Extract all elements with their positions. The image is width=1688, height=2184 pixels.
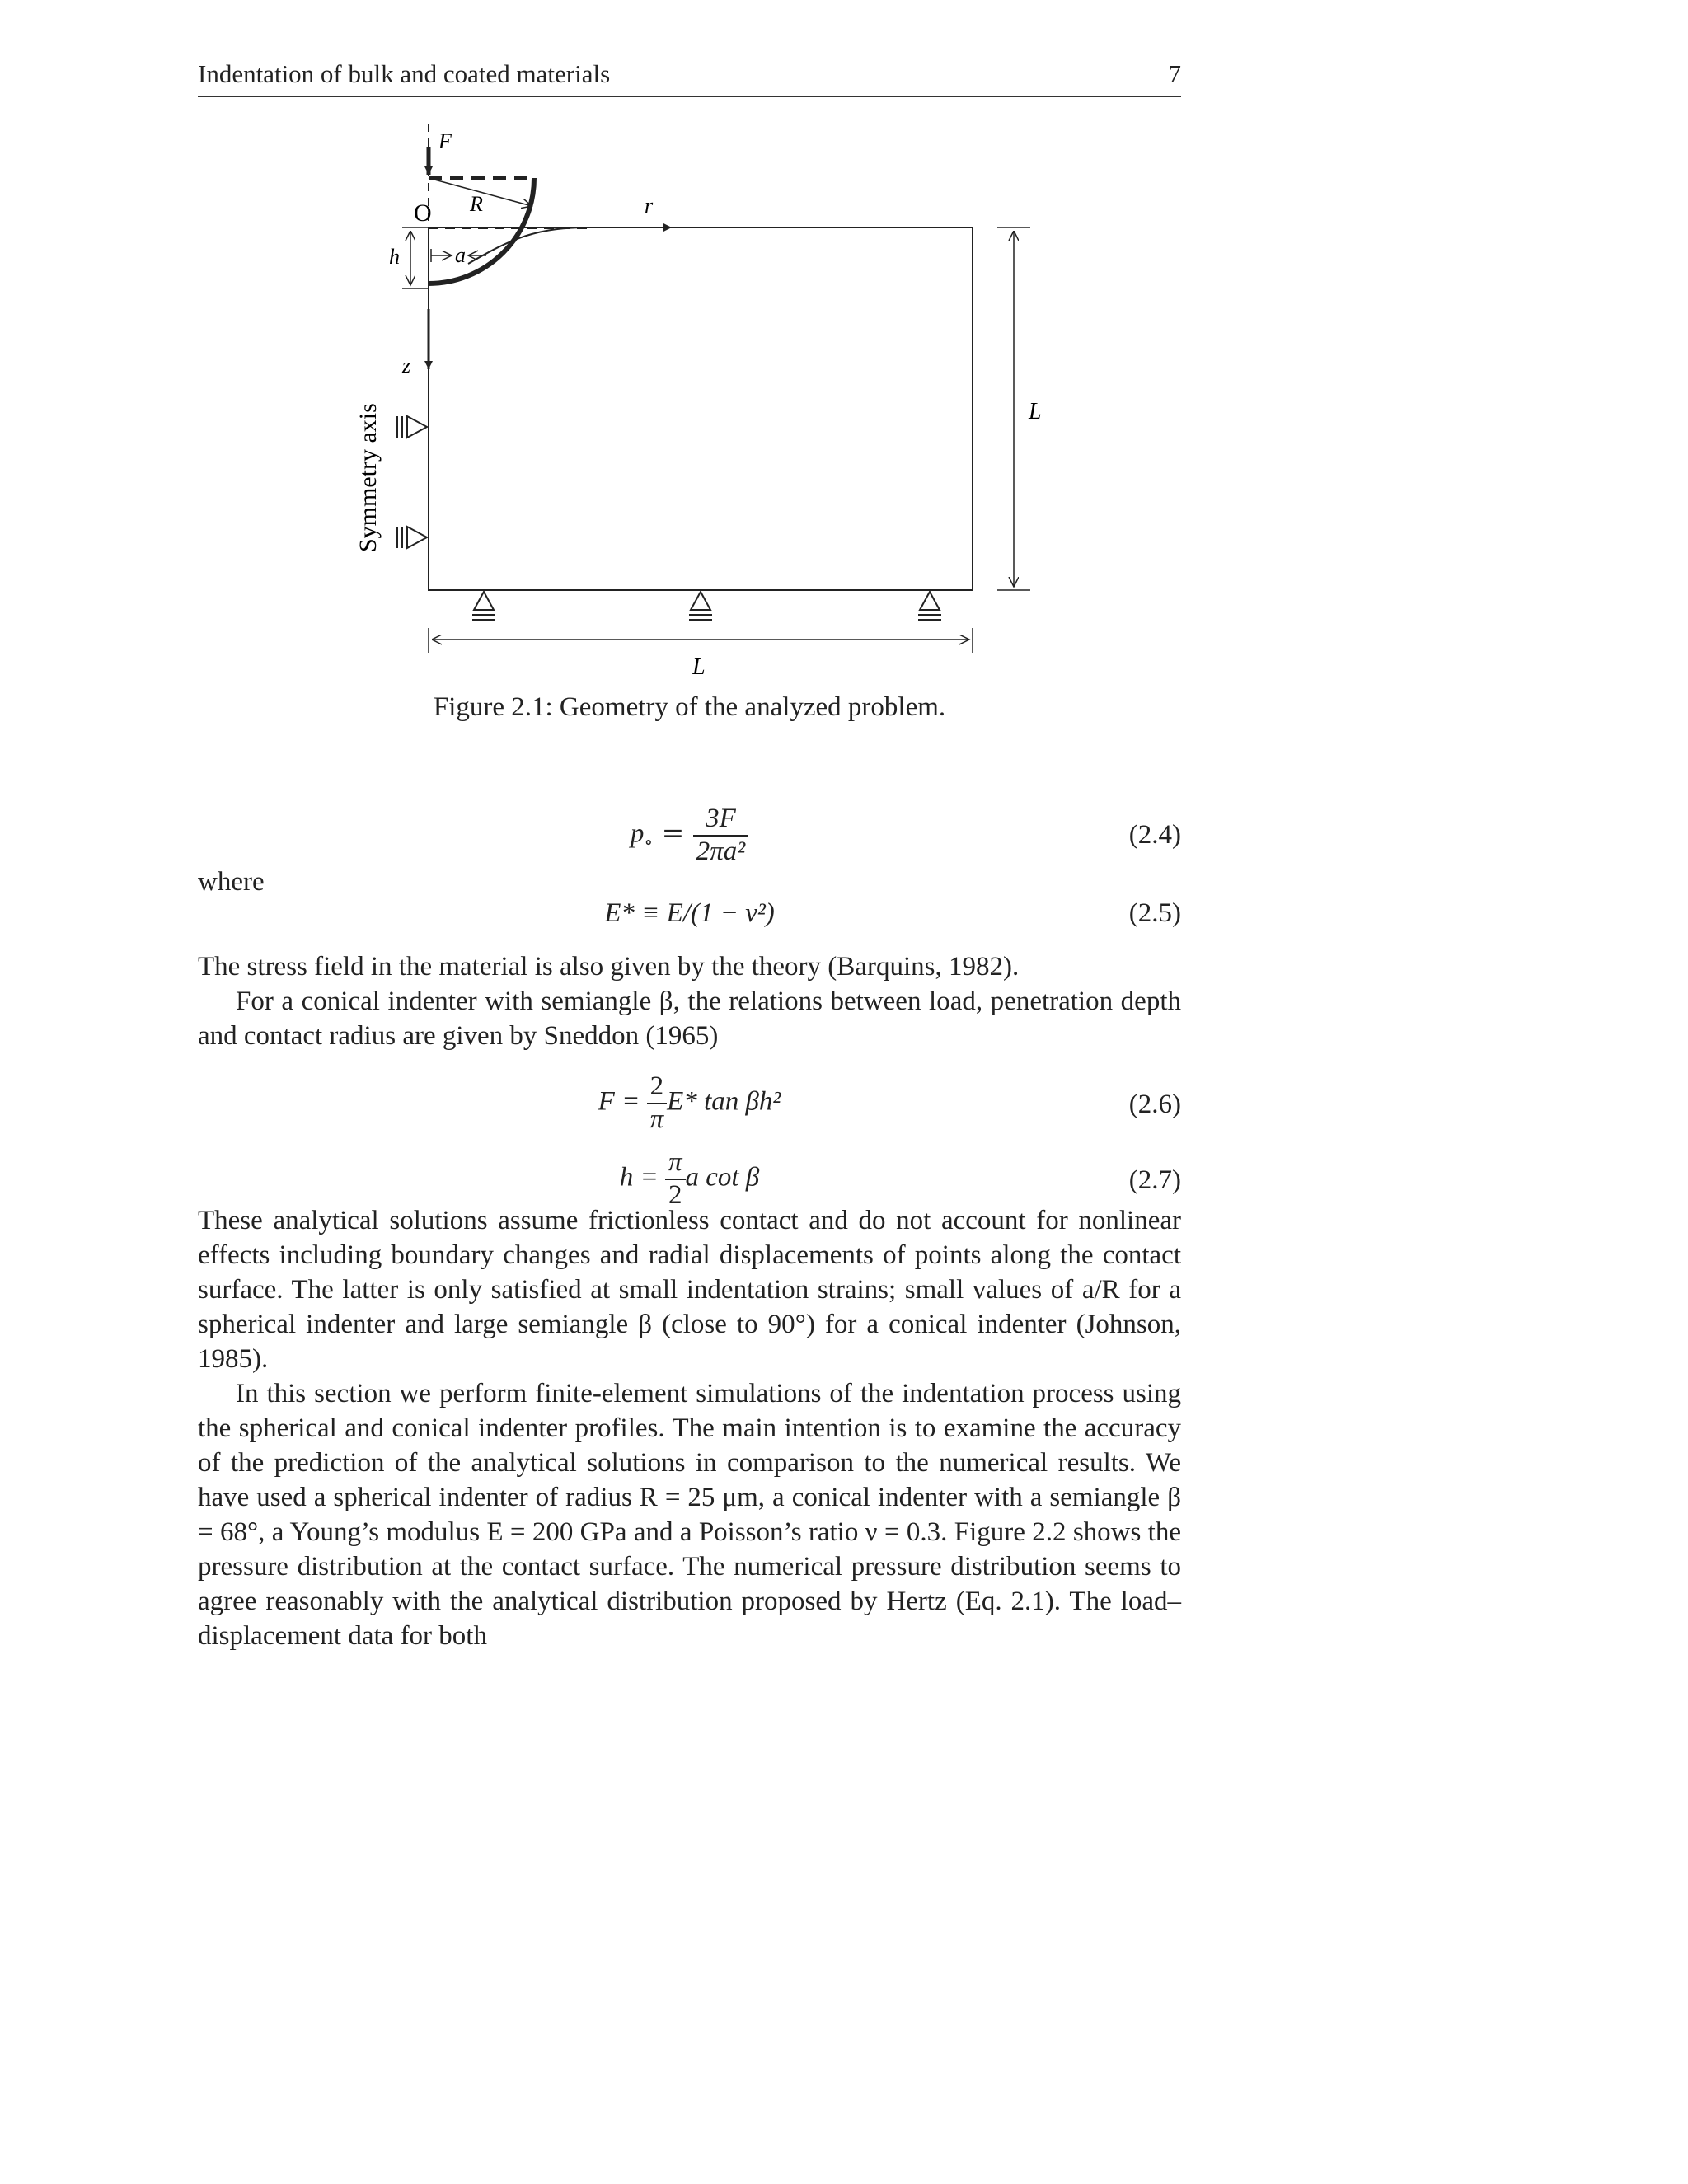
specimen-box [429, 227, 973, 590]
figure-caption: Figure 2.1: Geometry of the analyzed problem. [433, 692, 946, 722]
eq27-rhs: a cot β [685, 1162, 760, 1193]
label-L-right: L [1029, 399, 1042, 424]
label-O: O [414, 199, 432, 227]
left-roller-support-1 [397, 416, 427, 438]
eq24-lhs: p [630, 818, 645, 849]
deformed-surface [468, 227, 593, 264]
equation-2-6 [198, 1071, 1181, 1146]
bottom-roller-support-3 [918, 592, 941, 620]
paragraph-2: For a conical indenter with semiangle β, the relations between load, penetration depth and contact radius are given by Sneddon (1965) [198, 987, 1181, 1051]
eq24-number: (2.4) [1128, 820, 1181, 850]
eq25-body: E* ≡ E/(1 − ν²) [604, 898, 775, 928]
eq26-fraction [647, 1071, 668, 1136]
eq27-number: (2.7) [1128, 1165, 1181, 1195]
eq27-fraction [665, 1147, 686, 1212]
paragraph-3: These analytical solutions assume frictionless contact and do not account for nonlinear effects including boundary changes and radial displacements of points along the contact surface. The latter is only satisfied at small indentation strains; small values of a/R for a spherical indenter and large semiangle β (close to 90°) for a conical indenter (Johnson, 1985). [198, 1206, 1181, 1374]
label-a: a [455, 243, 466, 267]
bottom-roller-support-1 [472, 592, 495, 620]
label-symmetry-axis: Symmetry axis [354, 403, 382, 552]
label-r: r [645, 194, 654, 218]
paragraph-1: The stress field in the material is also given by the theory (Barquins, 1982). [198, 952, 1020, 982]
eq27-numerator: π [665, 1147, 686, 1180]
bottom-roller-support-2 [689, 592, 712, 620]
eq24-equals: = [653, 816, 693, 849]
label-L-bottom: L [692, 654, 706, 680]
eq24-fraction [693, 804, 748, 868]
eq27-lhs: h = [619, 1162, 665, 1193]
eq24-numerator: 3F [693, 804, 748, 837]
label-F: F [438, 129, 452, 153]
where-text: where [198, 867, 265, 897]
running-header [198, 59, 1181, 97]
label-z: z [402, 354, 411, 377]
eq26-lhs: F = [598, 1086, 647, 1117]
eq25-number: (2.5) [1128, 898, 1181, 928]
body-text-upper [198, 949, 1181, 1053]
eq26-numerator: 2 [647, 1071, 668, 1104]
eq27-denominator: 2 [668, 1179, 682, 1210]
indentation-geometry-figure [346, 124, 1088, 684]
eq24-sub: ∘ [644, 832, 654, 854]
eq26-number: (2.6) [1128, 1090, 1181, 1119]
eq26-denominator: π [649, 1104, 664, 1134]
body-text-lower [198, 1203, 1181, 1653]
eq24-denominator: 2πa² [696, 836, 746, 866]
paragraph-4: In this section we perform finite-element simulations of the indentation process using the spherical and conical indenter profiles. The main intention is to examine the accuracy of the prediction of the analytical solutions in comparison to the numerical results. We have used a spherical indenter of radius R = 25 μm, a conical indenter with a semiangle β = 68°, a Young’s modulus E = 200 GPa and a Poisson’s ratio ν = 0.3. Figure 2.2 shows the pressure distribution at the contact surface. The numerical pressure distribution seems to agree reasonably with the analytical distribution proposed by Hertz (Eq. 2.1). The load–displacement data for both [198, 1379, 1181, 1651]
left-roller-support-2 [397, 527, 427, 548]
header-title: Indentation of bulk and coated materials [198, 59, 611, 88]
eq26-rhs: E* tan βh² [667, 1086, 781, 1117]
label-R: R [470, 192, 483, 216]
page-number: 7 [1168, 59, 1181, 88]
label-h: h [389, 245, 400, 269]
equation-2-4 [198, 804, 1181, 878]
